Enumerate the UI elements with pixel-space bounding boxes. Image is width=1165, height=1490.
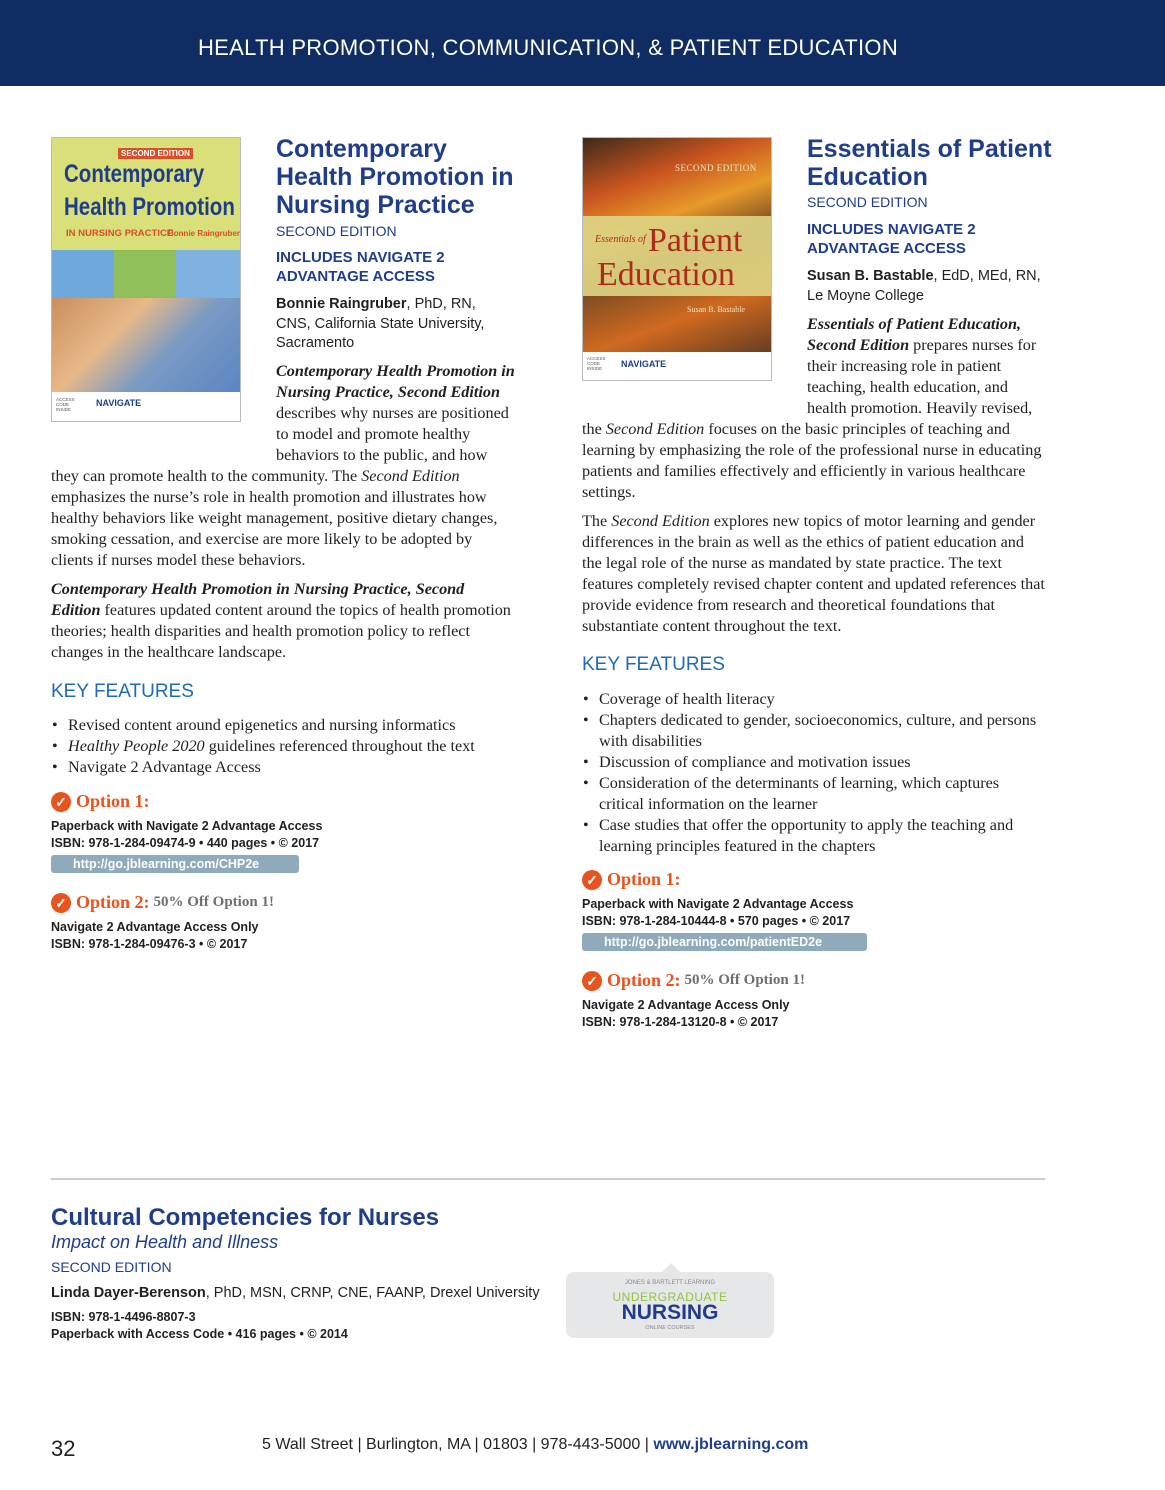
book1-option1-link[interactable]: http://go.jblearning.com/CHP2e [51,855,299,873]
book1-navigate-label: INCLUDES NAVIGATE 2 ADVANTAGE ACCESS [276,249,445,285]
book2-author-name: Susan B. Bastable [807,268,934,284]
book2-para2-em: Second Edition [611,512,710,530]
book1-author-name: Bonnie Raingruber [276,296,407,312]
cover-wrap-spacer [582,314,807,417]
footer-address-text: 5 Wall Street | Burlington, MA | 01803 | 978-443-5000 | [262,1436,654,1453]
cover-title-line2: Education [597,256,735,293]
footer-url[interactable]: www.jblearning.com [653,1436,809,1453]
cover-navigate-logo: NAVIGATE [96,398,142,408]
page-header [0,0,1165,86]
cover-essentials: Essentials of [595,234,646,245]
section-title: HEALTH PROMOTION, COMMUNICATION, & PATIENT EDUCATION [197,35,899,60]
book2-option1-isbn: ISBN: 978-1-284-10444-8 • 570 pages • © 2017 [582,914,851,928]
book2-option2-isbn: ISBN: 978-1-284-13120-8 • © 2017 [582,1015,779,1029]
list-item: • Discussion of compliance and motivation issues [582,752,1047,773]
feature-text: Navigate 2 Advantage Access [68,758,261,776]
book2-para1-text: prepares nurses for their increasing role in patient teaching, health education, and health promotion. Heavily revised, the [582,336,1037,438]
cover-access-code: ACCESS CODE INSIDE [56,397,75,412]
badge-top: JONES & BARTLETT LEARNING [624,1280,716,1286]
book1-edition: SECOND EDITION [276,223,397,239]
list-item: • Coverage of health literacy [582,689,1047,710]
cover-author: Bonnie Raingruber [168,229,241,238]
book2-title: Essentials of Patient Education [807,135,1052,191]
book2-para1-em: Second Edition [605,420,705,438]
badge-line2: NURSING [621,1301,719,1324]
book1-option2 [51,892,274,913]
book2-key-features-heading: KEY FEATURES [582,654,725,675]
option2-label: Option 2: [607,970,681,990]
book2-navigate-label: INCLUDES NAVIGATE 2 ADVANTAGE ACCESS [807,221,976,257]
section-divider [51,1178,1045,1180]
book1-para1-title: Contemporary Health Promotion in Nursing Practice, Second Edition [276,362,515,401]
cover-title-line1: Patient [648,222,743,259]
option1-label: Option 1: [607,869,681,889]
check-circle-icon: ✓ [582,971,602,991]
book3-author-affiliation: , PhD, MSN, CRNP, CNE, FAANP, Drexel University [205,1285,540,1301]
book2-para2-text: explores new topics of motor learning and gender differences in the brain as well as the ethics of patient education and the legal role of the nurse as mandated by state practice. The text features completely revised chapter content and updated references that provide evidence from research and theoretical foundations that substantiate content throughout the text. [582,512,1045,635]
check-circle-icon: ✓ [51,893,71,913]
book2-feature-list [582,689,1047,857]
badge-pointer [662,1263,680,1272]
book2-option1-format: Paperback with Navigate 2 Advantage Access [582,897,854,911]
book1-para1-em: Second Edition [361,467,460,485]
cover-wrap-spacer [51,361,276,447]
cover-photo-strip [52,250,240,298]
book1-para2-title: Contemporary Health Promotion in Nursing Practice, Second Edition [51,580,465,619]
book1-para2 [51,579,516,663]
book2-author [807,267,1047,306]
cover-edition: SECOND EDITION [675,163,757,173]
book2-para1-title: Essentials of Patient Education, Second Edition [807,315,1022,354]
book1-option2-format: Navigate 2 Advantage Access Only [51,920,259,934]
list-item [51,757,521,778]
book1-author-affiliation: , PhD, RN, CNS, California State University, Sacramento [276,296,485,351]
footer-address [262,1436,808,1454]
book3-author-name: Linda Dayer-Berenson [51,1285,206,1301]
cover-subtitle: IN NURSING PRACTICE [66,228,174,239]
book2-option2 [582,970,805,991]
list-item: • Consideration of the determinants of learning, which captures critical information on the learner [582,773,1047,815]
cover-navigate-logo: NAVIGATE [621,359,667,369]
option2-discount: 50% Off Option 1! [684,972,805,988]
feature-text: Revised content around epigenetics and nursing informatics [68,716,456,734]
list-item: • Case studies that offer the opportunity to apply the teaching and learning principles featured in the chapters [582,815,1047,857]
book2-author-affiliation: , EdD, MEd, RN, Le Moyne College [807,268,1041,304]
feature-text: guidelines referenced throughout the text [204,737,475,755]
book1-para2-text: features updated content around the topics of health promotion theories; health disparities and health promotion policy to reflect changes in the healthcare landscape. [51,601,511,661]
list-item [51,715,521,736]
book3-format: Paperback with Access Code • 416 pages • © 2014 [51,1327,348,1341]
book1-author [276,295,506,354]
book2-para2 [582,511,1047,637]
cover-author: Susan B. Bastable [687,305,745,314]
cover-title-line1: Contemporary [64,160,205,188]
book1-feature-list [51,715,521,778]
book1-option1-isbn: ISBN: 978-1-284-09474-9 • 440 pages • © 2017 [51,836,320,850]
book3-isbn: ISBN: 978-1-4496-8807-3 [51,1310,196,1324]
option2-label: Option 2: [76,892,150,912]
book1-title: Contemporary Health Promotion in Nursing Practice [276,135,514,219]
book2-edition: SECOND EDITION [807,194,928,210]
undergraduate-nursing-badge [566,1272,774,1338]
check-circle-icon: ✓ [51,792,71,812]
book3-subtitle: Impact on Health and Illness [51,1232,279,1252]
book2-description [582,314,1047,645]
book3-author [51,1284,540,1304]
page-number: 32 [51,1436,76,1461]
cover-edition: SECOND EDITION [118,148,193,159]
list-item [51,736,521,757]
book1-key-features-heading: KEY FEATURES [51,681,194,702]
book2-para2-pre: The [582,512,612,530]
book3-title: Cultural Competencies for Nurses [51,1204,440,1231]
list-item: • Chapters dedicated to gender, socioeconomics, culture, and persons with disabilities [582,710,1047,752]
feature-em: Healthy People 2020 [68,737,205,755]
cover-access-code: ACCESS CODE INSIDE [587,356,606,371]
book3-edition: SECOND EDITION [51,1259,172,1275]
book1-para1-text: describes why nurses are positioned to model and promote healthy behaviors to the public, and how they can promote health to the community. The [51,404,509,485]
book1-description [51,361,516,671]
badge-bottom: ONLINE COURSES [645,1325,695,1331]
book1-option1-format: Paperback with Navigate 2 Advantage Access [51,819,323,833]
option1-label: Option 1: [76,791,150,811]
book2-para1-text2: focuses on the basic principles of teaching and learning by emphasizing the role of the professional nurse in educating patients and families effectively and efficiently in various healthcare settings. [582,420,1042,501]
option2-discount: 50% Off Option 1! [153,894,274,910]
book1-para1-text2: emphasizes the nurse’s role in health promotion and illustrates how healthy behaviors like weight management, positive dietary changes, smoking cessation, and exercise are more likely to be adopted by clients if nurses model these behaviors. [51,488,498,569]
book1-option2-isbn: ISBN: 978-1-284-09476-3 • © 2017 [51,937,248,951]
book2-option1 [582,869,681,890]
badge-line1: UNDERGRADUATE [612,1290,728,1304]
cover-title-line2: Health Promotion [64,193,235,221]
book2-option1-link[interactable]: http://go.jblearning.com/patientED2e [582,933,867,951]
check-circle-icon: ✓ [582,870,602,890]
book1-option1 [51,791,150,812]
book2-option2-format: Navigate 2 Advantage Access Only [582,998,790,1012]
